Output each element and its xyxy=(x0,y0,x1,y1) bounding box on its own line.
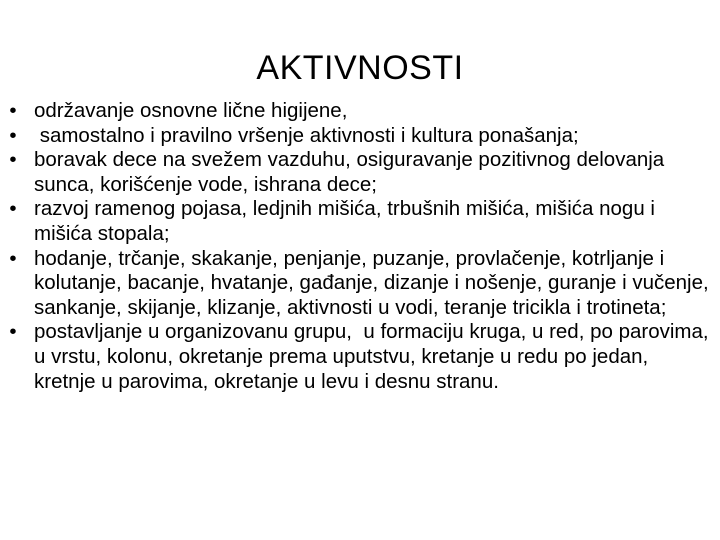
bullet-icon: • xyxy=(9,123,17,147)
bullet-icon: • xyxy=(9,246,17,270)
bullet-icon: • xyxy=(9,320,17,344)
bullet-text: boravak dece na svežem vazduhu, osiguravanje pozitivnog delovanja sunca, korišćenje vode, ishrana dece; xyxy=(34,148,665,196)
slide-title: AKTIVNOSTI xyxy=(256,49,464,87)
bullet-text: samostalno i pravilno vršenje aktivnosti i kultura ponašanja; xyxy=(34,123,579,147)
bullet-item xyxy=(6,197,714,246)
bullet-text: postavljanje u organizovanu grupu, u formaciju kruga, u red, po parovima, u vrstu, kolonu, okretanje prema uputstvu, kretanje u redu po jedan, kretnje u parovima, okretanje u levu i desnu stranu. xyxy=(34,320,715,393)
bullet-icon: • xyxy=(9,197,17,221)
bullet-item xyxy=(6,124,714,149)
bullet-icon: • xyxy=(9,99,17,122)
bullet-item xyxy=(6,320,714,394)
bullet-item xyxy=(6,99,714,124)
bullet-list xyxy=(6,99,714,394)
bullet-text: hodanje, trčanje, skakanje, penjanje, puzanje, provlačenje, kotrljanje i kolutanje, bacanje, hvatanje, gađanje, dizanje i nošenje, guranje i vučenje, sankanje, skijanje, klizanje, aktivnosti u vodi, teranje tricikla i trotineta; xyxy=(34,246,709,319)
bullet-text: održavanje osnovne lične higijene, xyxy=(34,99,348,122)
bullet-item xyxy=(6,148,714,197)
bullet-text: razvoj ramenog pojasa, ledjnih mišića, trbušnih mišića, mišića nogu i mišića stopala; xyxy=(34,197,655,245)
bullet-icon: • xyxy=(9,148,17,172)
bullet-item xyxy=(6,247,714,321)
